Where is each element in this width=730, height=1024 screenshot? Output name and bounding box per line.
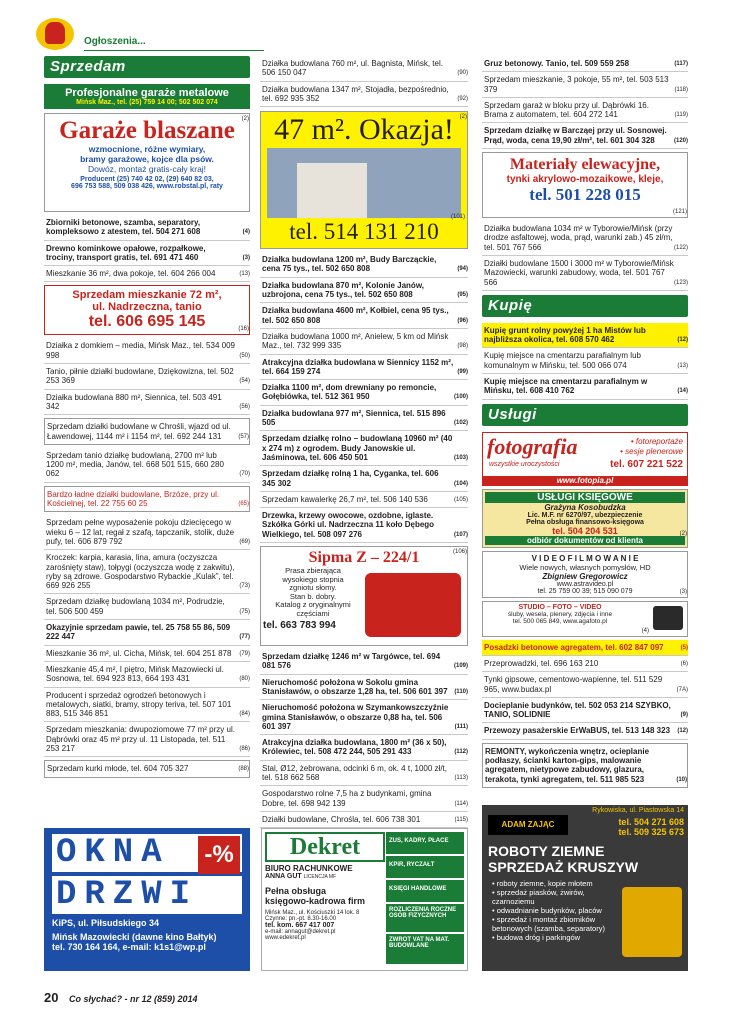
ad-studio (482, 601, 688, 637)
ad-line: e-mail: annagut@dekret.pl (265, 929, 336, 935)
ad-number: (80) (239, 676, 250, 683)
ad-number: (69) (239, 538, 250, 545)
ad-line: Rykowiska, ul. Piastowska 14 (592, 807, 684, 814)
ad-text: Sprzedam kawalerkę 26,7 m², tel. 506 140 536 (262, 494, 428, 504)
ad-title: fotografia (487, 433, 578, 459)
ad-number: (77) (239, 634, 250, 641)
classified-ad (260, 700, 468, 735)
baler-photo (365, 573, 461, 637)
ad-number: (7A) (676, 686, 688, 693)
ad-number: (12) (677, 337, 688, 344)
classified-ad (44, 662, 250, 688)
ad-phone: tel. 504 204 531 (552, 525, 618, 536)
ad-sipma (260, 546, 468, 646)
ad-line: Dowóz, montaż gratis-cały kraj! (87, 164, 207, 174)
service-item: • sprzedaż piasków, żwirów, czarnoziemu (492, 888, 585, 906)
ad-line: Mińsk Maz., tel. (25) 759 14 00; 502 502 074 (76, 99, 218, 106)
ad-text: Sprzedam działkę w Barcząej przy ul. Sosnowej. Prąd, woda, cena 19,90 zł/m², tel. 601 304 328 (484, 126, 667, 145)
ad-number: (73) (239, 583, 250, 590)
ad-line: Profesjonalne garaże metalowe (65, 87, 229, 99)
ad-text: Sprzedam mieszkanie, 3 pokoje, 55 m², tel. 503 513 379 (484, 75, 669, 94)
service-item: • odwadnianie budynków, placów (492, 906, 602, 915)
ad-number: (103) (453, 454, 468, 461)
classified-ad (44, 448, 250, 483)
classified-ad (482, 256, 688, 291)
ad-mieszkanie-72 (44, 285, 250, 335)
ad-phone: tel. 25 759 00 39; 515 090 079 (537, 587, 633, 595)
ad-text: Drewno kominkowe opałowe, rozpałkowe, trociny, transport gratis, tel. 691 471 460 (46, 243, 206, 262)
ad-number: (98) (457, 343, 468, 350)
ad-line: księgowo-kadrowa firm (265, 896, 366, 906)
ad-chrosli (44, 418, 250, 445)
ad-number: (117) (674, 61, 688, 67)
ad-line: BIURO RACHUNKOWE (265, 864, 353, 873)
ad-number: (115) (454, 816, 468, 823)
page-header (36, 16, 236, 50)
ad-number: (92) (457, 95, 468, 102)
ad-line: Pełna obsługa (265, 886, 327, 896)
classified-ad (482, 72, 688, 98)
classified-ad (260, 355, 468, 381)
classified-ad (482, 672, 688, 698)
ad-number: (4) (242, 229, 250, 236)
ad-line: DRZWI (52, 876, 242, 914)
ad-text: Sprzedam działki budowlane w Chrośli, wjazd od ul. Ławendowej, 1144 m² i 1154 m², tel. 692 244 131 (47, 422, 231, 441)
ad-line: Prasa zbierająca (285, 566, 341, 576)
ad-garaze-metalowe (44, 84, 250, 109)
ad-phone: tel. 514 131 210 (289, 219, 439, 245)
ads-list (260, 252, 468, 543)
ad-line: Producent (25) 740 42 02, (29) 640 82 03, (80, 176, 214, 183)
classified-ad (44, 241, 250, 267)
classified-ad (260, 508, 468, 543)
ad-number: (13) (239, 271, 250, 278)
ad-number: (96) (457, 317, 468, 324)
ad-text: Sprzedam pełne wyposażenie pokoju dziecięcego w wieku 6 – 12 lat, regał z szafą, tapczanik, stolik, duże pufy, tel. 606 879 792 (46, 518, 235, 546)
ad-line: www.edekret.pl (265, 935, 306, 941)
classified-ad (260, 812, 468, 828)
ad-text: Sprzedam mieszkania: dwupoziomowe 77 m² przy ul. Dąbrówki oraz 45 m² przy ul. 11 Listopada, tel. 511 253 217 (46, 725, 235, 753)
ad-number: (95) (457, 292, 468, 299)
classified-ad (260, 761, 468, 787)
ad-number: (6) (680, 660, 688, 667)
ad-number: (13) (677, 362, 688, 369)
ad-title: 47 m². Okazja! (274, 113, 454, 147)
section-heading-kupie: Kupię (482, 295, 688, 317)
ad-number: (12) (677, 728, 688, 735)
ad-line: Lic. M.F. nr 6270/97, ubezpieczenie (527, 511, 643, 519)
service-item: • budowa dróg i parkingów (492, 933, 581, 942)
ad-text: Okazyjnie sprzedam pawie, tel. 25 758 55 86, 509 222 447 (46, 623, 231, 642)
ad-remonty (482, 743, 688, 788)
ad-title: ROBOTY ZIEMNE (488, 843, 605, 859)
ad-number: (113) (454, 774, 468, 781)
ad-line: 696 753 588, 509 038 426, www.robstal.pl, raty (71, 183, 223, 190)
ad-text: Przeprowadzki, tel. 696 163 210 (484, 658, 599, 668)
dekret-logo: Dekret (265, 832, 385, 862)
ad-title: STUDIO – FOTO – VIDEO (518, 603, 602, 611)
owner-name: ANNA GUT (265, 873, 302, 880)
ad-phone: tel. kom. 667 417 007 (265, 922, 335, 929)
classified-ad (44, 550, 250, 594)
ad-number: (122) (673, 244, 688, 251)
ad-text: Kupię miejsce na cmentarzu parafialnym lub komunalnym w Mińsku, tel. 500 066 074 (484, 351, 641, 370)
ad-number: (84) (239, 711, 250, 718)
ad-materialy (482, 152, 688, 218)
column-1 (44, 56, 250, 781)
section-heading-uslugi: Usługi (482, 404, 688, 426)
ad-number: (3) (679, 588, 687, 595)
classified-ad (260, 329, 468, 355)
ads-list (44, 215, 250, 282)
classified-ad (260, 431, 468, 466)
ad-phone: tel. 663 783 994 (263, 620, 336, 632)
dekret-services (386, 832, 464, 964)
ad-text: Atrakcyjna działka budowlana w Siennicy 1152 m², tel. 664 159 274 (262, 357, 454, 376)
ad-number: (14) (677, 388, 688, 395)
service-item: KSIĘGI HANDLOWE (386, 880, 464, 902)
classified-ad (260, 492, 468, 508)
ad-text: Działka budowlana 4600 m², Kołbiel, cena 95 tys., tel. 502 650 808 (262, 306, 449, 325)
ad-text: Działka budowlana 1200 m², Budy Barcząckie, cena 75 tys., tel. 502 650 808 (262, 255, 437, 274)
service-item: ZWROT VAT NA MAT. BUDOWLANE (386, 934, 464, 964)
classified-ad (260, 675, 468, 701)
ad-okna-drzwi (44, 828, 250, 971)
ad-text: Posadzki betonowe agregatem, tel. 602 847 097 (484, 642, 664, 652)
ad-phone: tel. 509 325 673 (618, 827, 684, 837)
classified-ad (44, 594, 250, 620)
ad-text: Atrakcyjna działka budowlana, 1800 m² (36 x 50), Królewiec, tel. 508 472 244, 505 291 433 (262, 738, 447, 757)
ad-line: Mińsk Mazowiecki (dawne kino Bałtyk) (52, 932, 217, 942)
ad-phone: tel. 607 221 522 (610, 458, 683, 470)
section-title: Ogłoszenia... (84, 36, 146, 47)
ad-number: (90) (457, 70, 468, 77)
ad-text: Działka 1100 m², dom drewniany po remoncie, Gołębiówka, tel. 512 361 950 (262, 383, 437, 402)
ad-text: Działka budowlana 1347 m², Stojadła, bezpośrednio, tel. 692 935 352 (262, 84, 449, 103)
ad-text: Zbiorniki betonowe, szamba, separatory, kompleksowo z atestem, tel. 504 271 608 (46, 218, 201, 237)
ad-text: Sprzedam działkę budowlaną 1034 m², Podrudzie, tel. 506 500 459 (46, 597, 225, 616)
ad-number: (102) (453, 420, 468, 427)
ad-number: (5) (680, 644, 688, 651)
excavator-photo (622, 887, 682, 957)
ad-text: Działka budowlana 870 m², Kolonie Janów, uzbrojona, cena 75 tys., tel. 502 650 808 (262, 280, 424, 300)
ad-text: Nieruchomość położona w Szymankowszczyźnie gmina Stanisławów, o obszarze 0,88 ha, tel. 506 601 397 (262, 703, 449, 731)
ad-website: www.astravideo.pl (556, 580, 614, 588)
ad-number: (94) (457, 266, 468, 273)
column-2 (260, 56, 468, 828)
ad-text: Kupię miejsce na cmentarzu parafialnym w Mińsku, tel. 608 410 762 (484, 377, 648, 396)
ad-text: Sprzedam działkę rolno – budowlaną 10960 m² (40 x 274 m) z ogrodem. Budy Janowskie ul. Jaśminowa, tel. 606 450 501 (262, 434, 453, 462)
service-item: ROZLICZENIA ROCZNE OSÓB FIZYCZNYCH (386, 904, 464, 932)
ad-text: Stal, Ø12, żebrowana, odcinki 6 m, ok. 4 t, 1000 zł/t, tel. 518 662 568 (262, 763, 447, 782)
ad-number: (111) (454, 723, 468, 730)
ads-list (260, 649, 468, 828)
ad-line: zgniotu słomy. (289, 583, 337, 593)
classified-ad (260, 735, 468, 761)
classified-ad (482, 656, 688, 672)
ad-number: (101) (450, 214, 465, 221)
classified-ad (260, 649, 468, 675)
ad-line: Zbigniew Gregorowicz (542, 571, 628, 581)
ad-fotografia (482, 432, 688, 486)
percent-badge: -% (198, 836, 240, 874)
classified-ad (482, 698, 688, 724)
ad-number: (105) (453, 496, 468, 503)
ad-text: Sprzedam tanio działkę budowlaną, 2700 m² lub 1200 m², media, Janów, tel. 668 501 515, 660 280 062 (46, 450, 224, 479)
ad-number: (70) (239, 471, 250, 478)
ad-line: Wiele nowych, własnych pomysłów, HD (519, 562, 651, 572)
ad-line (265, 873, 385, 880)
ad-posadzki (482, 640, 688, 656)
ad-number: (109) (453, 663, 468, 670)
page-footer (44, 990, 198, 1005)
ad-text: Działki budowlane, Chrośla, tel. 606 738 301 (262, 814, 421, 824)
ad-text: Mieszkanie 36 m², ul. Cicha, Mińsk, tel. 604 251 878 (46, 648, 232, 658)
ad-number: (75) (239, 608, 250, 615)
ad-number: (106) (452, 549, 467, 556)
ad-website: www.fotopia.pl (483, 476, 687, 485)
ad-text: Działka budowlana 1034 m² w Tyborowie/Mińsk (przy drodze asfaltowej, woda, prąd, warunki zab.) 45 zł/m, tel. 501 767 566 (484, 224, 673, 252)
ad-number: (2) (459, 114, 467, 121)
ad-number: (121) (672, 209, 687, 216)
classified-ad (482, 221, 688, 256)
ad-line: wszystkie uroczystości (489, 460, 560, 468)
service-item: • sprzedaż i montaż zbiorników betonowych (szamba, separatory) (492, 915, 605, 933)
ad-number: (118) (674, 86, 688, 93)
classified-ad (44, 646, 250, 662)
ad-text: Sprzedam działkę 1246 m² w Targówce, tel. 694 081 576 (262, 652, 441, 671)
ad-number: (16) (238, 326, 249, 333)
ad-text: Bardzo ładne działki budowlane, Brzóze, przy ul. Kościelnej, tel. 22 755 60 25 (47, 489, 220, 509)
ad-garaze-blaszane (44, 113, 250, 212)
ad-number: (99) (457, 368, 468, 375)
mascot-logo-icon (36, 18, 74, 50)
ad-text: Gospodarstwo rolne 7,5 ha z budynkami, gmina Dobre, tel. 698 942 139 (262, 789, 432, 808)
classified-ad (44, 338, 250, 364)
ad-number: (120) (673, 137, 688, 144)
ad-line: Stan b. dobry. (289, 591, 337, 601)
ad-number: (10) (676, 776, 687, 783)
publication-name: Co słychać? - nr 12 (859) 2014 (68, 994, 198, 1004)
ad-text: Nieruchomość położona w Sokolu gmina Stanisławów, o obszarze 1,28 ha, tel. 506 601 397 (262, 677, 448, 696)
ads-list (44, 338, 250, 415)
ad-ksiegowe (482, 489, 688, 548)
classified-ad (260, 303, 468, 329)
ad-number: (100) (453, 394, 468, 401)
ad-kupie-grunt (482, 323, 688, 349)
ad-number: (123) (673, 279, 688, 286)
ad-text: Działki budowlane 1500 i 3000 m² w Tyborowie/Mińsk Mazowiecki, warunki zabudowy, woda, tel. 501 767 566 (484, 258, 674, 287)
ad-text: REMONTY, wykończenia wnętrz, ocieplanie podłaszy, ścianki karton-gips, malowanie agregatem, nietypowe zabudowy, glazura, terakota, tynki agregatem, tel. 511 985 523 (485, 746, 650, 784)
ad-line: odbiór dokumentów od klienta (485, 536, 685, 545)
ad-phone: tel. 606 695 145 (88, 313, 206, 331)
ad-text: Drzewka, krzewy owocowe, ozdobne, iglaste. Szkółka Górki ul. Nadrzeczna 11 koło Dębego Wielkiego, tel. 508 097 276 (262, 511, 435, 539)
classified-ad (260, 278, 468, 304)
ad-line: KiPS, ul. Piłsudskiego 34 (52, 918, 160, 928)
ad-text: Docieplanie budynków, tel. 502 053 214 SZYBKO, TANIO, SOLIDNIE (484, 700, 671, 720)
ad-okazja (260, 111, 468, 249)
classified-ad (482, 98, 688, 124)
ad-line: ul. Nadrzeczna, tanio (92, 301, 202, 314)
classified-ad (260, 786, 468, 812)
ad-line: wysokiego stopnia (282, 574, 344, 584)
ad-line: Mińsk Maz., ul. Kościuszki 14 lok. 8 (265, 910, 360, 916)
ad-title: USŁUGI KSIĘGOWE (485, 492, 685, 503)
ad-kurki (44, 760, 250, 777)
ads-list (44, 515, 250, 757)
ad-line: wzmocnione, różne wymiary, (88, 144, 206, 154)
ad-line: tel. 500 065 849, www.agafoto.pl (512, 617, 608, 625)
ad-title: Garaże blaszane (59, 117, 235, 144)
ad-number: (3) (242, 254, 250, 261)
ad-description (263, 567, 363, 618)
ad-line: OKNA (52, 834, 242, 872)
ad-title: SPRZEDAŻ KRUSZYW (488, 859, 639, 875)
classified-ad (44, 620, 250, 646)
ad-number: (79) (239, 650, 250, 657)
service-item: • roboty ziemne, kopie młotem (492, 879, 593, 888)
ad-line: Pełna obsługa finansowo-księgowa (526, 518, 644, 526)
ad-text: Sprzedam garaż w bloku przy ul. Dąbrówki 16. Brama z automatem, tel. 604 272 141 (484, 100, 649, 120)
ad-phone: tel. 501 228 015 (529, 185, 641, 205)
ad-number: (86) (239, 745, 250, 752)
ad-line: Czynne: pn.-pt. 8.30-16.00 (265, 916, 337, 922)
ad-line: Grażyna Kosobudzka (544, 502, 626, 512)
classified-ad (44, 215, 250, 241)
ad-number: (50) (239, 352, 250, 359)
ad-line: częściami (296, 608, 330, 618)
ad-number: (104) (453, 480, 468, 487)
ad-line: Katalog z oryginalnymi (275, 600, 351, 610)
ad-text: Kroczek: karpia, karasia, lina, amura (oczyszcza zarośnięty staw), tołpygi (oczyszcza wodę z zakwitu), ryby są zdrowe. Gospodarstwo Rybackie „Kulak”, tel. 669 926 255 (46, 553, 235, 591)
ad-text: Działka budowlana 760 m², ul. Bagnista, Mińsk, tel. 506 150 047 (262, 59, 443, 78)
section-heading-sprzedam: Sprzedam (44, 56, 250, 78)
ad-brzoze (44, 486, 250, 513)
service-list (492, 879, 622, 942)
ad-number: (110) (454, 688, 468, 695)
ad-text: Przewozy pasażerskie ErWaBUS, tel. 513 148 323 (484, 726, 671, 736)
ad-line: tynki akrylowo-mozaikowe, kleje, (506, 174, 664, 186)
ad-text: Tanio, piłnie działki budowlane, Dziękowizna, tel. 502 253 369 (46, 367, 234, 386)
ad-number: (112) (454, 749, 468, 756)
ad-video (482, 551, 688, 598)
classified-ad (44, 364, 250, 390)
ad-number: (119) (674, 112, 688, 119)
ad-number: (54) (239, 378, 250, 385)
ad-number: (9) (680, 712, 688, 719)
classified-ad (482, 723, 688, 739)
ad-text: Producent i sprzedaż ogrodzeń betonowych i metalowych, siatki, bramy, stropy teriva, tel. 507 101 883, 515 346 851 (46, 690, 232, 719)
ad-text: Sprzedam kurki młode, tel. 604 705 327 (47, 764, 189, 774)
ad-title: V I D E O F I L M O W A N I E (531, 553, 639, 563)
ad-number: (2) (679, 530, 687, 537)
classified-ad (482, 56, 688, 72)
ad-text: Mieszkanie 36 m², dwa pokoje, tel. 604 266 004 (46, 269, 216, 279)
ad-phone: tel. 504 271 608 (618, 817, 684, 827)
ad-line: śluby, wesela, plenery, zdjęcia i inne (507, 610, 613, 618)
ad-number: (107) (453, 531, 468, 538)
classified-ad (260, 380, 468, 406)
ad-title: Sipma Z – 224/1 (308, 549, 420, 567)
ad-text: Działka z domkiem – media, Mińsk Maz., tel. 534 009 998 (46, 341, 235, 360)
ad-number: (57) (238, 433, 249, 440)
ad-line: bramy garażowe, kojce dla psów. (80, 154, 214, 164)
building-photo (267, 148, 461, 218)
ad-line: Sprzedam mieszkanie 72 m², (72, 289, 222, 302)
licence-label: LICENCJA MF (303, 874, 337, 880)
ad-number: (56) (239, 403, 250, 410)
header-rule (84, 50, 264, 51)
camera-icon (653, 606, 683, 630)
classified-ad (482, 123, 688, 149)
ad-title: Materiały elewacyjne, (509, 156, 661, 174)
service-item: KPiR, RYCZAŁT (386, 856, 464, 878)
ad-text: Mieszkanie 45,4 m², I piętro, Mińsk Mazowiecki ul. Sosnowa, tel. 694 923 813, 664 193 431 (46, 664, 224, 684)
classified-ad (260, 252, 468, 278)
ad-dekret (261, 828, 468, 971)
classified-ad (260, 406, 468, 432)
classified-ad (44, 722, 250, 757)
ad-line: tel. 730 164 164, e-mail: k1s1@wp.pl (52, 942, 206, 952)
classified-ad (44, 688, 250, 723)
ad-text: Działka budowlana 977 m², Siennica, tel. 515 896 505 (262, 408, 446, 428)
ad-text: Działka budowlana 1000 m², Anielew, 5 km od Mińsk Maz., tel. 732 999 335 (262, 331, 449, 351)
ad-line: • sesje plenerowe (620, 446, 683, 456)
ad-number: (4) (641, 627, 649, 634)
dekret-main (265, 832, 385, 941)
ad-roboty-ziemne (482, 805, 688, 971)
classified-ad (260, 82, 468, 108)
column-3 (482, 56, 688, 791)
ad-number: (2) (241, 116, 249, 122)
classified-ad (482, 348, 688, 374)
brand-logo: ADAM ZAJĄC (488, 815, 568, 835)
classified-ad (260, 466, 468, 492)
ad-number: (65) (238, 501, 249, 508)
ad-text: Tynki gipsowe, cementowo-wapienne, tel. 511 529 965, www.budax.pl (484, 675, 663, 694)
classified-ad (260, 56, 468, 82)
ad-text: Kupię grunt rolny powyżej 1 ha Mistów lub najbliższa okolica, tel. 608 570 462 (484, 325, 646, 345)
ad-number: (88) (238, 766, 249, 773)
service-item: ZUS, KADRY, PŁACE (386, 832, 464, 854)
ad-line: • fotoreportaże (630, 436, 683, 446)
classified-ad (44, 266, 250, 282)
ad-text: Sprzedam działkę rolną 1 ha, Cyganka, tel. 606 345 302 (262, 469, 439, 488)
ad-number: (114) (454, 800, 468, 807)
page-number: 20 (44, 990, 59, 1005)
ad-text: Gruz betonowy. Tanio, tel. 509 559 258 (484, 59, 630, 68)
classified-ad (44, 390, 250, 416)
classified-ad (44, 515, 250, 550)
ad-text: Działka budowlana 880 m², Siennica, tel. 503 491 342 (46, 392, 222, 411)
classified-ad (482, 374, 688, 400)
